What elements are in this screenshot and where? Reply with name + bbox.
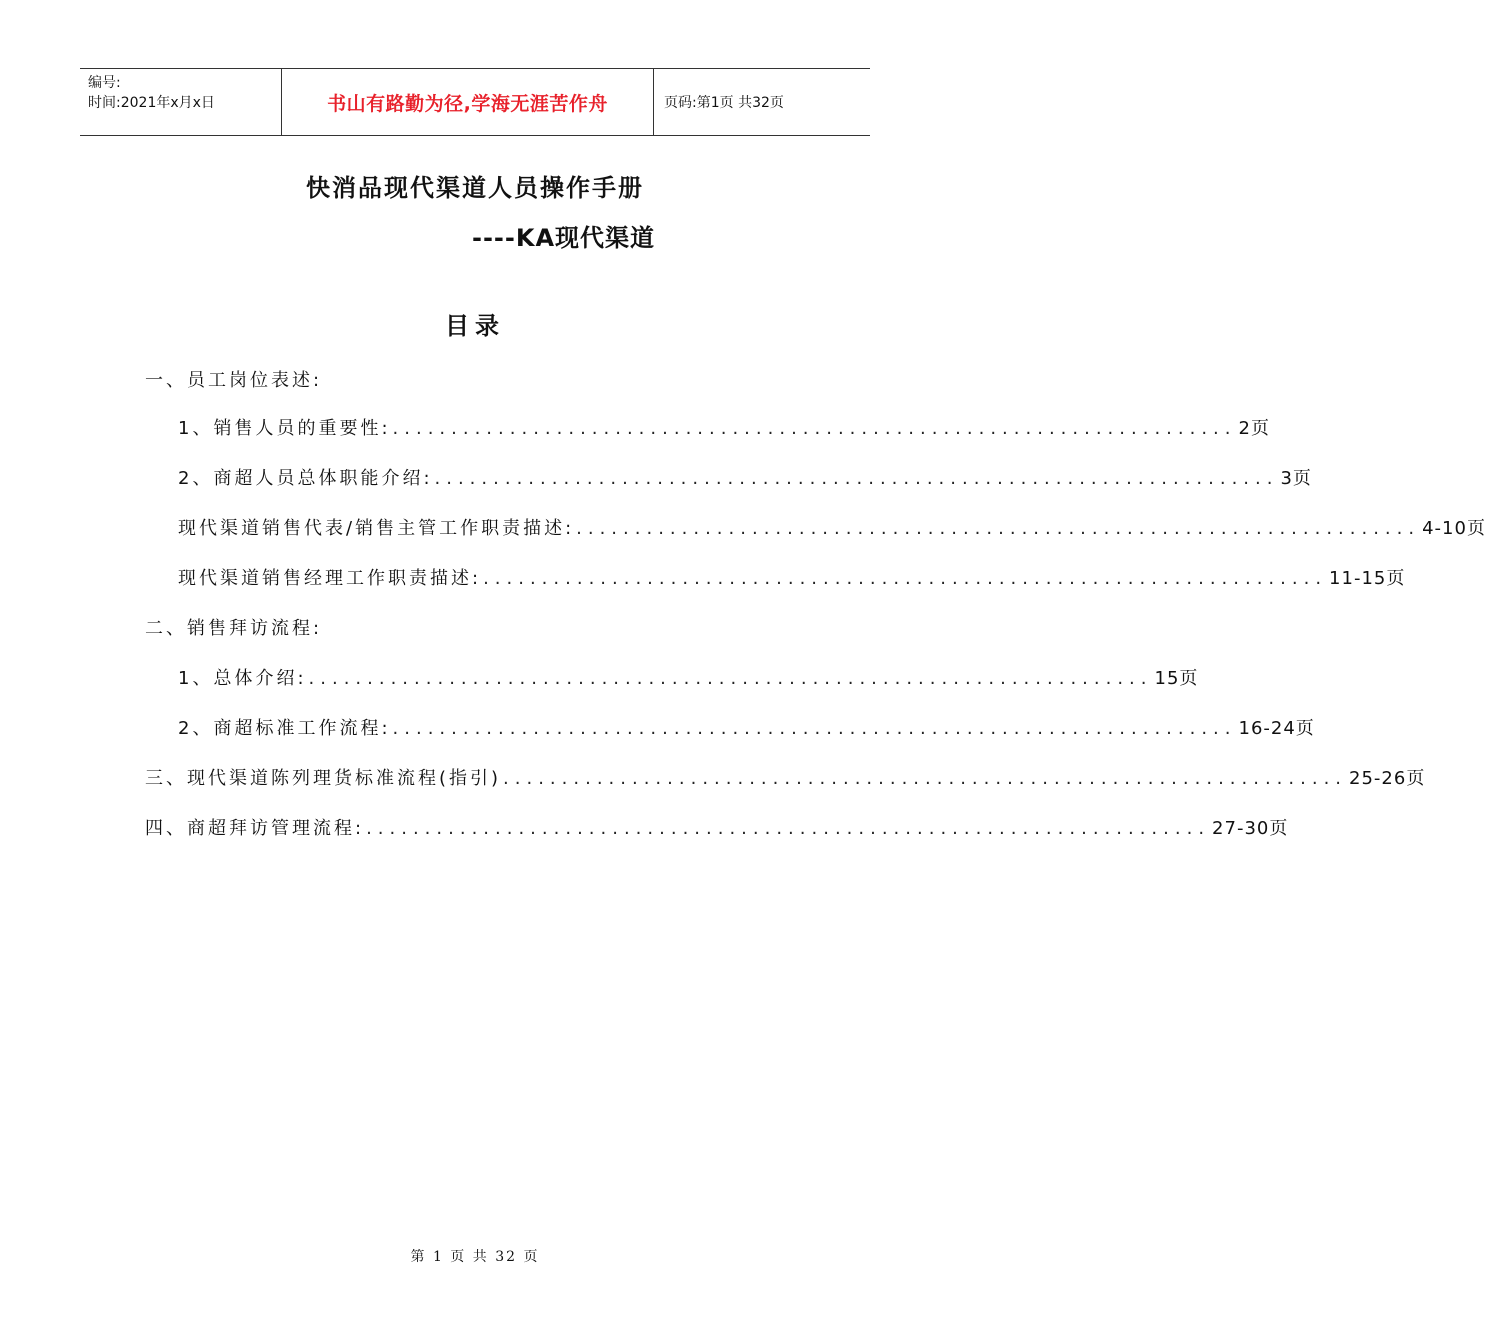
toc-leader-dots: ........................................................................ <box>503 768 1348 789</box>
toc-entry <box>178 414 1270 440</box>
document-time-label: 时间:2021年x月x日 <box>88 95 215 111</box>
toc-leader-dots: ........................................................................ <box>366 818 1211 839</box>
toc-section-1: 一、员工岗位表述: <box>145 370 323 391</box>
toc-entry <box>178 664 1199 690</box>
toc-entry <box>178 714 1315 740</box>
toc-section-2: 二、销售拜访流程: <box>145 618 323 639</box>
document-number-label: 编号: <box>88 75 121 91</box>
toc-entry-page: 4-10页 <box>1422 518 1486 539</box>
toc-entry-text: 四、商超拜访管理流程: <box>145 818 365 839</box>
toc-entry-page: 27-30页 <box>1212 818 1289 839</box>
toc-entry-text: 现代渠道销售代表/销售主管工作职责描述: <box>178 518 575 539</box>
toc-leader-dots: ........................................................................ <box>483 568 1328 589</box>
toc-entry-page: 11-15页 <box>1329 568 1406 589</box>
header-motto: 书山有路勤为径,学海无涯苦作舟 <box>327 92 608 115</box>
toc-leader-dots: ........................................................................ <box>434 468 1279 489</box>
header-meta-cell <box>80 69 282 135</box>
toc-entry-text: 三、现代渠道陈列理货标准流程(指引) <box>145 768 502 789</box>
document-header <box>80 68 870 136</box>
document-title: 快消品现代渠道人员操作手册 <box>306 174 644 202</box>
page-footer: 第 1 页 共 32 页 <box>410 1249 540 1265</box>
toc-entry-text: 1、销售人员的重要性: <box>178 418 391 439</box>
toc-leader-dots: ........................................................................ <box>392 418 1237 439</box>
toc-leader-dots: ........................................................................ <box>392 718 1237 739</box>
toc-entry-text: 2、商超人员总体职能介绍: <box>178 468 433 489</box>
toc-entry-page: 16-24页 <box>1238 718 1315 739</box>
toc-entry <box>178 564 1406 590</box>
toc-leader-dots: ........................................................................ <box>576 518 1421 539</box>
toc-entry-page: 15页 <box>1154 668 1199 689</box>
toc-entry-text: 现代渠道销售经理工作职责描述: <box>178 568 482 589</box>
toc-entry <box>178 514 1486 540</box>
toc-entry-page: 3页 <box>1280 468 1312 489</box>
header-motto-cell <box>282 69 654 135</box>
toc-entry-section-3 <box>145 764 1426 790</box>
toc-entry-text: 1、总体介绍: <box>178 668 307 689</box>
header-page-cell <box>654 69 870 135</box>
toc-entry <box>178 464 1312 490</box>
toc-entry-page: 25-26页 <box>1349 768 1426 789</box>
toc-entry-text: 2、商超标准工作流程: <box>178 718 391 739</box>
toc-heading: 目录 <box>445 312 505 340</box>
header-page-info: 页码:第1页 共32页 <box>664 95 784 111</box>
toc-leader-dots: ........................................................................ <box>308 668 1153 689</box>
toc-entry-page: 2页 <box>1238 418 1270 439</box>
document-subtitle: ----KA现代渠道 <box>472 224 656 252</box>
toc-entry-section-4 <box>145 814 1289 840</box>
